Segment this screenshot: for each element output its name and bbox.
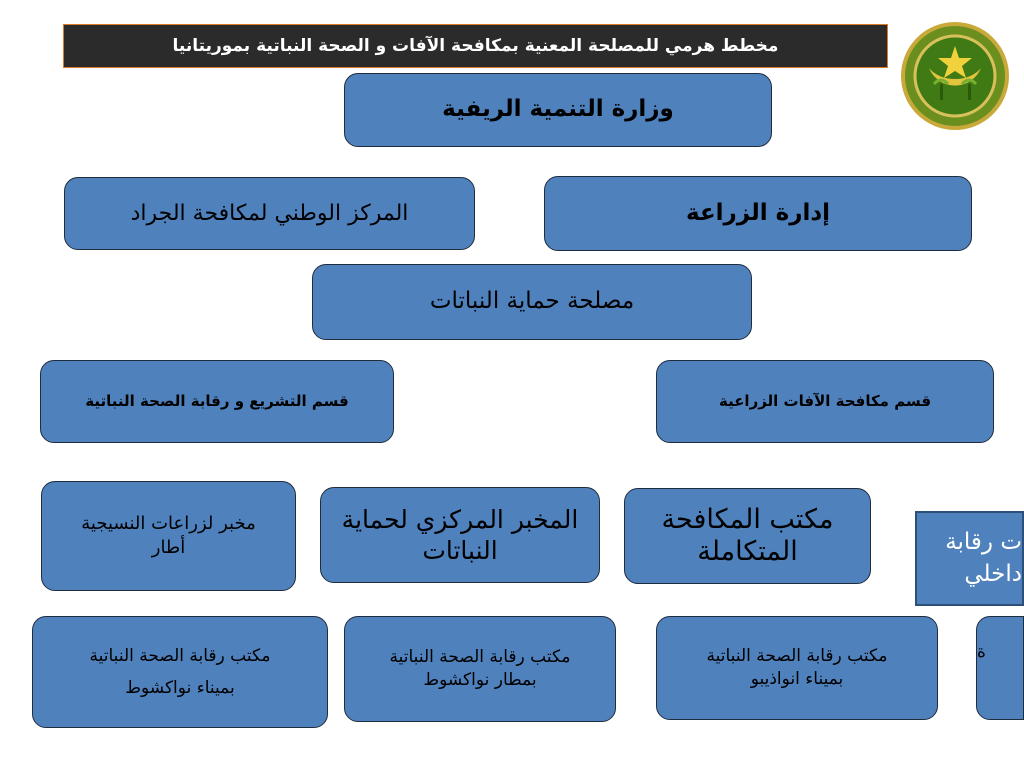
port-ndb-line2: بميناء انواذيبو xyxy=(750,669,844,689)
agriculture-directorate-box: إدارة الزراعة xyxy=(544,176,972,251)
central-lab-box xyxy=(320,487,600,583)
inner-control-box xyxy=(915,511,1024,606)
inner-control-line1: ت رقابة xyxy=(945,529,1022,556)
port-nouadhibou-office-box xyxy=(656,616,938,720)
ministry-box: وزارة التنمية الريفية xyxy=(344,73,772,147)
airport-nkc-line1: مكتب رقابة الصحة النباتية xyxy=(389,647,571,668)
inner-control-line2: داخلي xyxy=(964,560,1022,587)
port-nouakchott-office-box xyxy=(32,616,328,728)
port-ndb-line1: مكتب رقابة الصحة النباتية xyxy=(706,646,888,667)
mauritania-seal-icon xyxy=(896,20,1014,132)
airport-nouakchott-office-box xyxy=(344,616,616,722)
lab-atar-line1: مخبر لزراعات النسيجية xyxy=(81,512,256,534)
legislation-dept-box: قسم التشريع و رقابة الصحة النباتية xyxy=(40,360,394,443)
ipm-office-line2: المتكاملة xyxy=(697,536,798,567)
port-nkc-line1: مكتب رقابة الصحة النباتية xyxy=(89,645,271,666)
cut-off-office-box: ة xyxy=(976,616,1024,720)
central-lab-line1: المخبر المركزي لحماية xyxy=(341,504,579,534)
port-nkc-line2: بميناء نواكشوط xyxy=(125,678,235,698)
ipm-office-line1: مكتب المكافحة xyxy=(661,503,834,535)
pest-control-dept-box: قسم مكافحة الآفات الزراعية xyxy=(656,360,994,443)
plant-protection-box: مصلحة حماية النباتات xyxy=(312,264,752,340)
tissue-culture-lab-box xyxy=(41,481,296,591)
airport-nkc-line2: بمطار نواكشوط xyxy=(423,670,537,690)
lab-atar-line2: أطار xyxy=(151,537,186,558)
ipm-office-box xyxy=(624,488,871,584)
header-title: مخطط هرمي للمصلحة المعنية بمكافحة الآفات و الصحة النباتية بموريتانيا xyxy=(63,24,888,68)
locust-center-box: المركز الوطني لمكافحة الجراد xyxy=(64,177,475,250)
central-lab-line2: النباتات xyxy=(422,536,498,565)
